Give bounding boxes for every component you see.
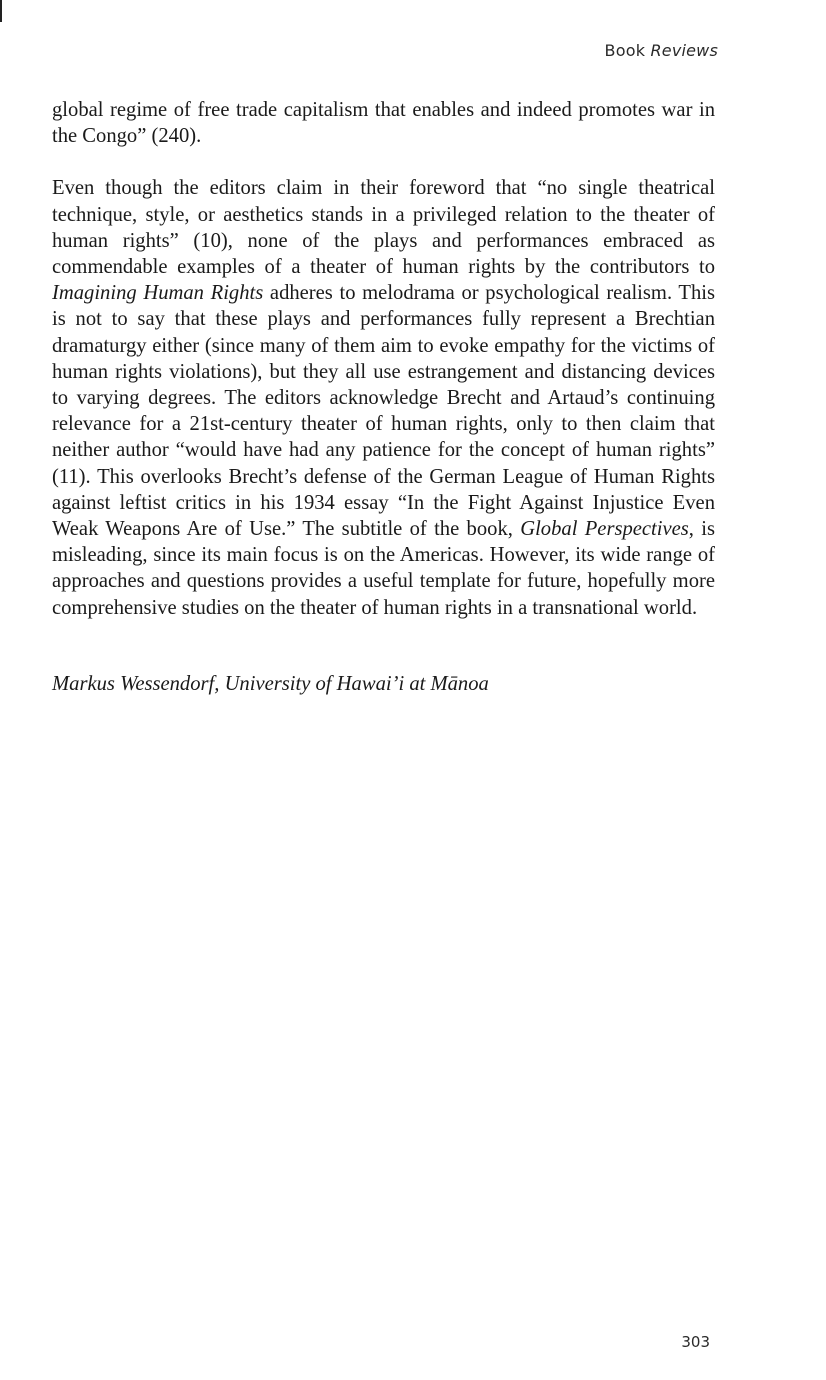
paragraph-2-part-a: Even though the editors claim in their foreword that “no single theatrical technique, style, or aesthetics stands in a privileged relation to the theater of human rights” (10), none of the plays and performances embraced as commendable examples of a theater of human rights by the contributors to <box>52 177 715 279</box>
book-title-imagining-human-rights: Imagining Human Rights <box>52 282 264 305</box>
paragraph-2 <box>52 175 715 620</box>
running-head-plain: Book <box>604 41 651 60</box>
paragraph-1: global regime of free trade capitalism that enables and indeed promotes war in the Congo” (240). <box>52 99 715 148</box>
review-body <box>52 97 715 647</box>
running-head <box>605 41 718 60</box>
running-head-italic: Reviews <box>650 41 718 60</box>
reviewer-byline: Markus Wessendorf, University of Hawai’i at Mānoa <box>52 673 489 695</box>
crop-mark <box>0 0 2 22</box>
page-number: 303 <box>681 1333 710 1351</box>
book-subtitle-global-perspectives: Global Perspectives <box>520 518 689 541</box>
paragraph-2-part-c: , is misleading, since its main focus is on the Americas. However, its wide range of approaches and questions provides a useful template for future, hopefully more comprehensive studies on the theater of human rights in a transnational world. <box>52 518 715 619</box>
paragraph-2-part-b: adheres to melodrama or psychological realism. This is not to say that these plays and performances fully represent a Brechtian dramaturgy either (since many of them aim to evoke empathy for the victims of human rights violations), but they all use estrangement and distancing devices to varying degrees. The editors acknowledge Brecht and Artaud’s continuing relevance for a 21st-century theater of human rights, only to then claim that neither author “would have had any patience for the concept of human rights” (11). This overlooks Brecht’s defense of the German League of Human Rights against leftist critics in his 1934 essay “In the Fight Against Injustice Even Weak Weapons Are of Use.” The subtitle of the book, <box>52 282 715 541</box>
